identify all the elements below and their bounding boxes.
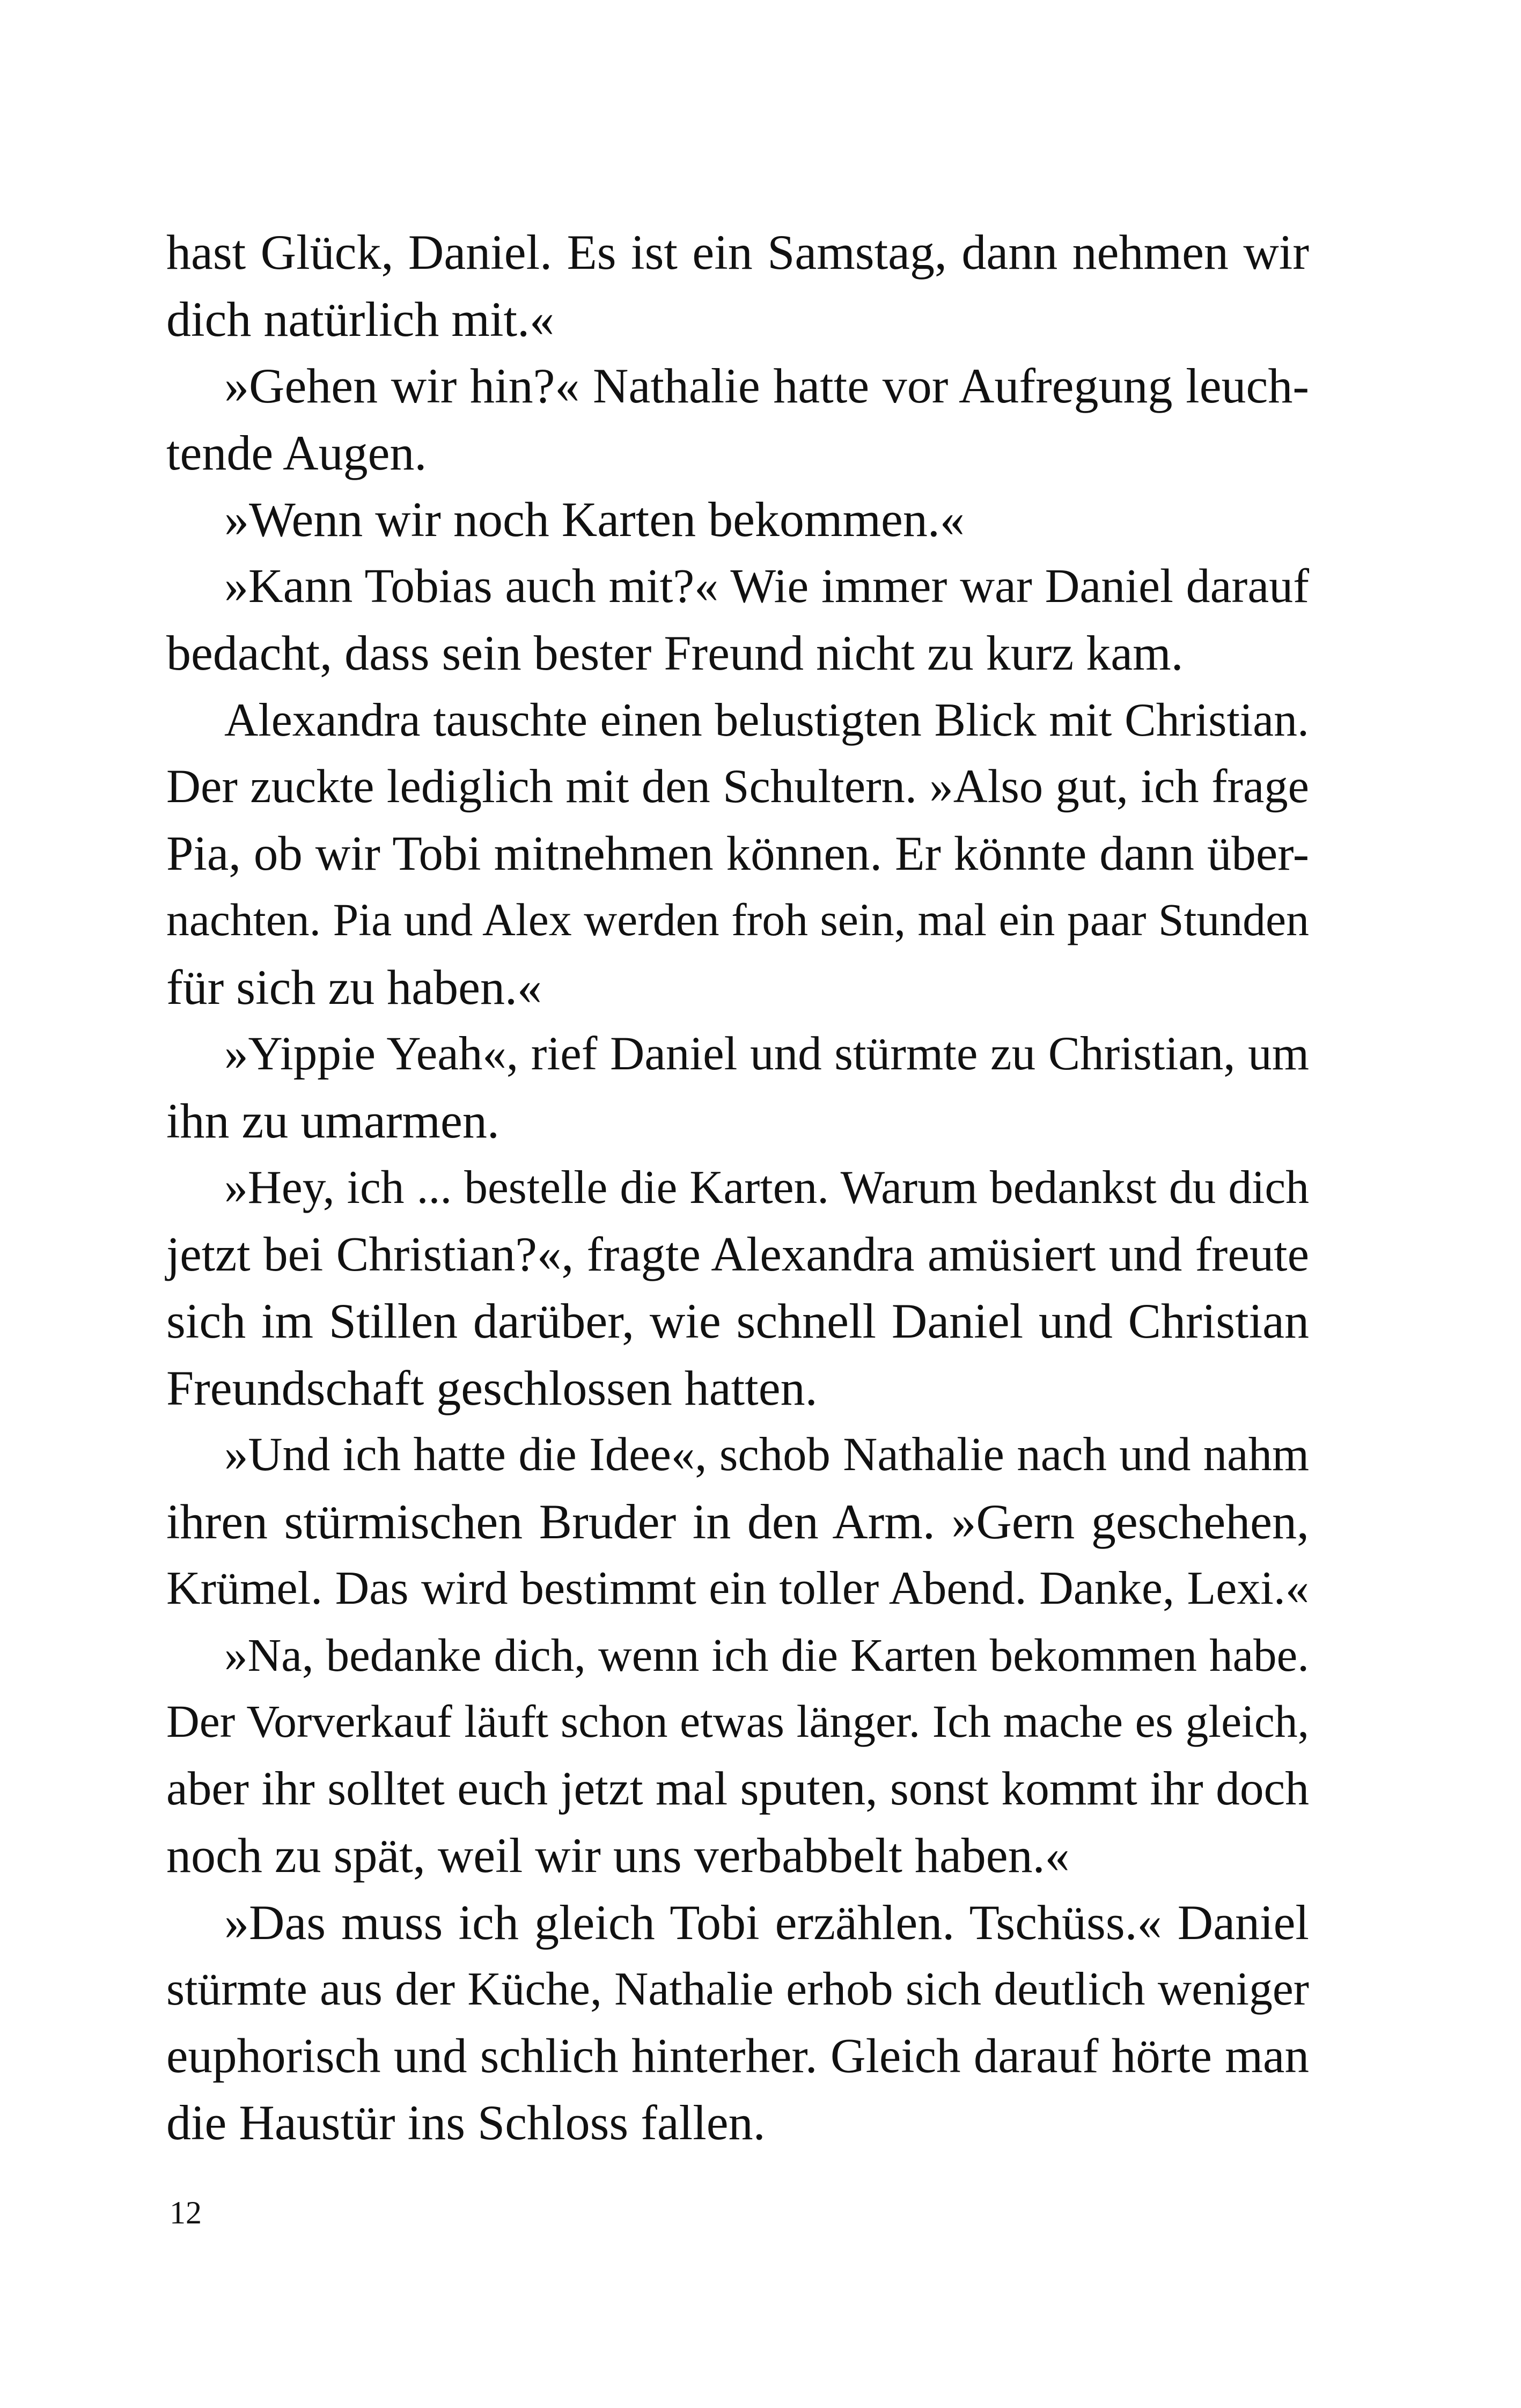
text-line: Alexandra tauschte einen belustigten Blick mit Christian. [224,693,1309,746]
text-line: Der zuckte lediglich mit den Schultern. »Also gut, ich frage [166,760,1309,813]
text-line: jetzt bei Christian?«, fragte Alexandra amüsiert und freute [166,1227,1309,1281]
text-line: Freundschaft geschlossen hatten. [166,1360,818,1415]
text-line: »Na, bedanke dich, wenn ich die Karten bekommen habe. [224,1628,1309,1681]
text-line: sich im Stillen darüber, wie schnell Daniel und Christian [166,1294,1309,1348]
text-line: Pia, ob wir Tobi mitnehmen können. Er könnte dann über- [166,826,1309,880]
page-number: 12 [170,2195,202,2230]
text-line: Krümel. Das wird bestimmt ein toller Abend. Danke, Lexi.« [166,1562,1309,1614]
text-line: tende Augen. [166,425,427,480]
text-line: »Und ich hatte die Idee«, schob Nathalie nach und nahm [224,1428,1309,1481]
text-line: euphorisch und schlich hinterher. Gleich darauf hörte man [166,2028,1309,2083]
text-line: Der Vorverkauf läuft schon etwas länger. Ich mache es gleich, [166,1696,1309,1747]
text-line: »Kann Tobias auch mit?« Wie immer war Daniel darauf [224,559,1309,613]
text-line: dich natürlich mit.« [166,291,555,347]
text-line: noch zu spät, weil wir uns verbabbelt haben.« [166,1828,1070,1883]
text-line: für sich zu haben.« [166,959,542,1015]
text-line: ihren stürmischen Bruder in den Arm. »Gern geschehen, [166,1494,1309,1549]
text-line: »Gehen wir hin?« Nathalie hatte vor Aufregung leuch- [224,358,1309,413]
text-line: aber ihr solltet euch jetzt mal sputen, sonst kommt ihr doch [166,1761,1309,1815]
text-line: »Hey, ich ... bestelle die Karten. Warum bedankst du dich [224,1161,1309,1213]
text-line: »Das muss ich gleich Tobi erzählen. Tschüss.« Daniel [224,1895,1309,1950]
text-line: »Yippie Yeah«, rief Daniel und stürmte zu Christian, um [224,1027,1309,1080]
text-line: bedacht, dass sein bester Freund nicht zu kurz kam. [166,626,1184,680]
text-line: hast Glück, Daniel. Es ist ein Samstag, dann nehmen wir [166,225,1309,280]
text-line: nachten. Pia und Alex werden froh sein, mal ein paar Stunden [166,894,1309,945]
body-text [166,219,1309,2156]
text-line: stürmte aus der Küche, Nathalie erhob sich deutlich weniger [166,1963,1309,2015]
text-line: »Wenn wir noch Karten bekommen.« [224,492,965,547]
text-line: die Haustür ins Schloss fallen. [166,2095,766,2150]
text-line: ihn zu umarmen. [166,1093,499,1148]
